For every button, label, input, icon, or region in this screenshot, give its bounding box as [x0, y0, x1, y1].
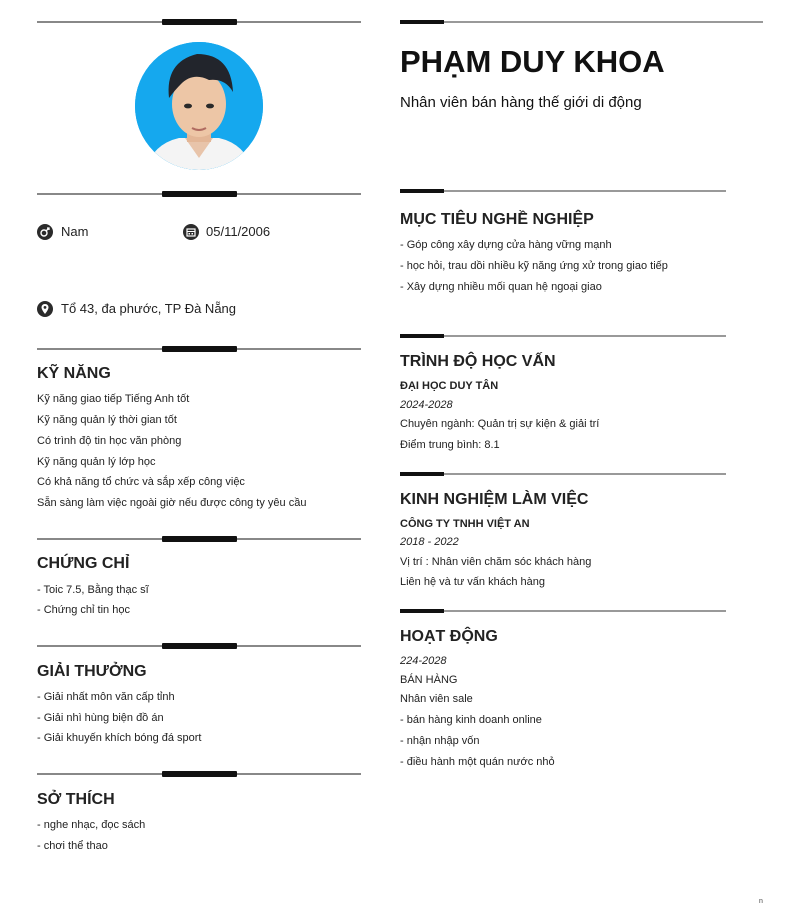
skill-item: Có trình độ tin học văn phòng: [37, 435, 182, 447]
full-name: PHẠM DUY KHOA: [400, 44, 665, 79]
gender-value: Nam: [61, 224, 89, 239]
divider: [37, 771, 361, 777]
divider: [400, 609, 726, 614]
objective-title: MỤC TIÊU NGHỀ NGHIỆP: [400, 211, 594, 228]
experience-period: 2018 - 2022: [400, 536, 459, 548]
objective-item: - Góp công xây dựng cửa hàng vững mạnh: [400, 239, 612, 251]
calendar-icon: [183, 224, 199, 240]
activities-period: 224-2028: [400, 655, 447, 667]
address-value: Tổ 43, đa phước, TP Đà Nẵng: [61, 301, 237, 316]
education-school: ĐẠI HỌC DUY TÂN: [400, 380, 499, 392]
hobbies-title: SỞ THÍCH: [37, 791, 115, 808]
awards-title: GIẢI THƯỞNG: [37, 663, 147, 680]
activity-item: - điều hành một quán nước nhỏ: [400, 756, 555, 768]
hobby-item: - chơi thể thao: [37, 840, 108, 852]
education-major: Chuyên ngành: Quản trị sự kiện & giải trí: [400, 418, 600, 430]
activities-title: HOẠT ĐỘNG: [400, 628, 498, 645]
award-item: - Giải nhất môn văn cấp tỉnh: [37, 691, 175, 703]
birthdate-value: 05/11/2006: [206, 224, 271, 239]
experience-title: KINH NGHIỆM LÀM VIỆC: [400, 491, 589, 508]
divider: [37, 346, 361, 352]
experience-role: Vị trí : Nhân viên chăm sóc khách hàng: [400, 556, 592, 568]
skill-item: Kỹ năng quản lý lớp học: [37, 456, 156, 468]
experience-company: CÔNG TY TNHH VIỆT AN: [400, 518, 530, 530]
skill-item: Sẵn sàng làm việc ngoài giờ nếu được công ty yêu cầu: [37, 497, 307, 509]
gender-icon: [37, 224, 53, 240]
divider: [37, 19, 361, 25]
skill-item: Có khả năng tổ chức và sắp xếp công việc: [37, 476, 245, 488]
footer-mark: n: [759, 898, 763, 905]
divider: [37, 643, 361, 649]
award-item: - Giải khuyến khích bóng đá sport: [37, 732, 202, 744]
objective-item: - học hỏi, trau dồi nhiều kỹ năng ứng xử trong giao tiếp: [400, 260, 668, 272]
activity-item: - bán hàng kinh doanh online: [400, 714, 542, 726]
divider: [400, 189, 726, 194]
activity-item: - nhận nhập vốn: [400, 735, 480, 747]
award-item: - Giải nhì hùng biện đồ án: [37, 712, 164, 724]
activities-role: Nhân viên sale: [400, 693, 473, 705]
activities-org: BÁN HÀNG: [400, 674, 458, 686]
divider: [400, 334, 726, 339]
divider: [37, 536, 361, 542]
divider: [37, 191, 361, 197]
education-period: 2024-2028: [400, 399, 453, 411]
objective-item: - Xây dựng nhiều mối quan hệ ngoại giao: [400, 281, 602, 293]
skills-title: KỸ NĂNG: [37, 365, 111, 382]
divider: [400, 472, 726, 477]
divider: [400, 20, 763, 25]
job-position: Nhân viên bán hàng thế giới di động: [400, 94, 642, 111]
certificate-item: - Toic 7.5, Bằng thạc sĩ: [37, 584, 149, 596]
location-pin-icon: [37, 301, 53, 317]
certificates-title: CHỨNG CHỈ: [37, 555, 130, 572]
certificate-item: - Chứng chỉ tin học: [37, 604, 130, 616]
avatar: [135, 42, 263, 170]
skill-item: Kỹ năng quản lý thời gian tốt: [37, 414, 177, 426]
skill-item: Kỹ năng giao tiếp Tiếng Anh tốt: [37, 393, 190, 405]
education-gpa: Điểm trung bình: 8.1: [400, 439, 500, 451]
experience-desc: Liên hệ và tư vấn khách hàng: [400, 576, 545, 588]
education-title: TRÌNH ĐỘ HỌC VẤN: [400, 353, 556, 370]
hobby-item: - nghe nhạc, đọc sách: [37, 819, 146, 831]
